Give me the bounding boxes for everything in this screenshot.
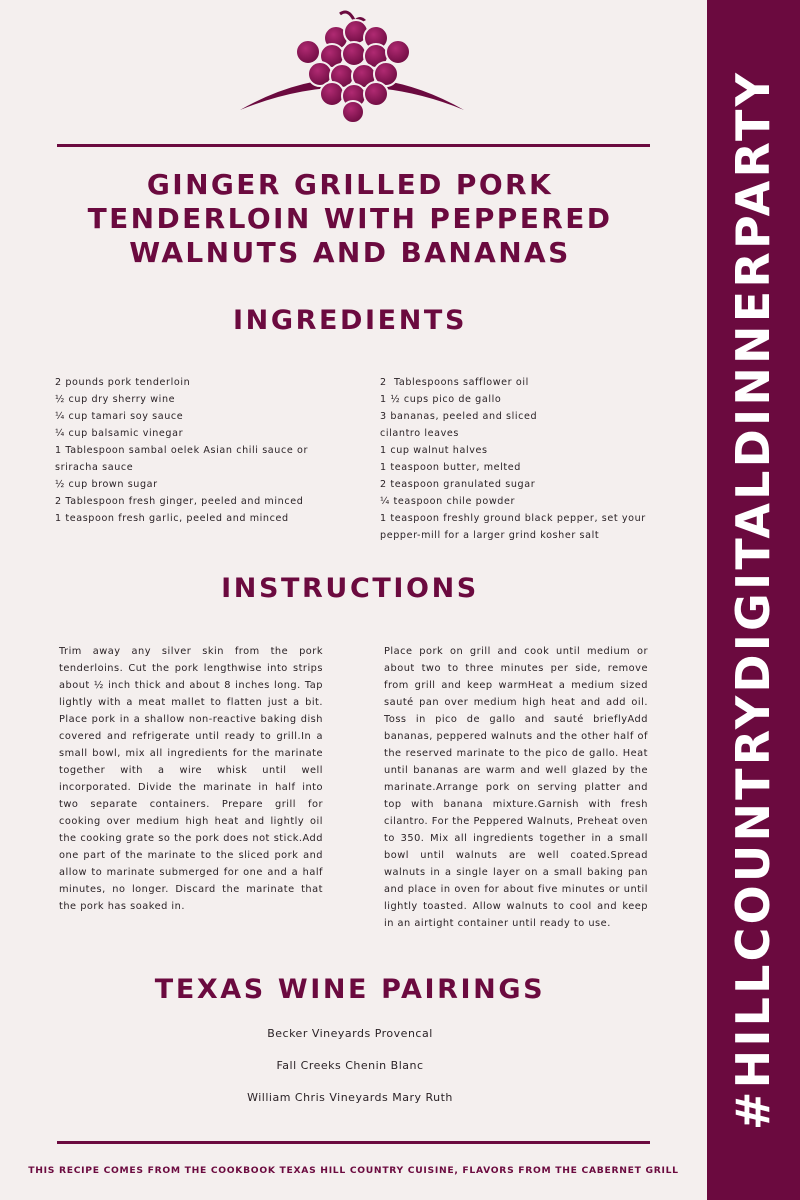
ingredient-item: ¼ cup tamari soy sauce <box>55 411 184 422</box>
ingredient-item: ½ cup dry sherry wine <box>55 394 176 405</box>
ingredient-item: 2 pounds pork tenderloin <box>55 377 191 388</box>
hashtag-text: #HILLCOUNTRYDIGITALDINNERPARTY <box>726 69 780 1131</box>
top-divider <box>57 144 650 147</box>
ingredient-item: 2 Tablespoons safflower oil <box>380 377 529 388</box>
ingredients-list-right <box>380 374 652 544</box>
ingredient-item: 1 ½ cups pico de gallo <box>380 394 502 405</box>
ingredient-item: ¼ teaspoon chile powder <box>380 496 516 507</box>
instructions-text-left: Trim away any silver skin from the pork tenderloins. Cut the pork lengthwise into strips about ½ inch thick and about 8 inches long. Tap lightly with a meat mallet to flatten just a bit. Place pork in a shallow non-reactive baking dish covered and refrigerate until ready to grill.In a small bowl, mix all ingredients for the marinate together with a wire whisk until well incorporated. Divide the marinate in half into two separate containers. Prepare grill for cooking over medium high heat and lightly oil the cooking grate so the pork does not stick.Add one part of the marinate to the sliced pork and allow to marinate submerged for one and a half minutes, no longer. Discard the marinate that the pork has soaked in. <box>59 646 323 912</box>
ingredient-item: 2 teaspoon granulated sugar <box>380 479 536 490</box>
wine-pairings-list <box>60 1024 640 1120</box>
recipe-title: GINGER GRILLED PORK TENDERLOIN WITH PEPPERED WALNUTS AND BANANAS <box>87 168 613 269</box>
bottom-divider <box>57 1141 650 1144</box>
wine-pairing-item: Becker Vineyards Provencal <box>267 1027 433 1040</box>
ingredient-item: 2 Tablespoon fresh ginger, peeled and minced <box>55 496 304 507</box>
ingredient-item: 3 bananas, peeled and sliced <box>380 411 538 422</box>
grape-cluster-icon <box>236 6 468 124</box>
ingredients-heading: INGREDIENTS <box>232 305 467 336</box>
wine-pairing-item: William Chris Vineyards Mary Ruth <box>247 1091 453 1104</box>
wine-pairings-heading: TEXAS WINE PAIRINGS <box>154 974 546 1005</box>
instructions-text-right: Place pork on grill and cook until medium or about two to three minutes per side, remove from grill and keep warmHeat a medium sized sauté pan over medium high heat and add oil. Toss in pico de gallo and sauté brieflyAdd bananas, peppered walnuts and the other half of the reserved marinate to the pico de gallo. Heat until bananas are warm and well glazed by the marinate.Arrange pork on serving platter and top with banana mixture.Garnish with fresh cilantro. For the Peppered Walnuts, Preheat oven to 350. Mix all ingredients together in a small bowl until walnuts are well coated.Spread walnuts in a single layer on a small baking pan and place in oven for about five minutes or until lightly toasted. Allow walnuts to cool and keep in an airtight container until ready to use. <box>384 646 648 929</box>
ingredient-item: ¼ cup balsamic vinegar <box>55 428 184 439</box>
ingredient-item: ½ cup brown sugar <box>55 479 158 490</box>
ingredient-item: 1 teaspoon freshly ground black pepper, set your pepper-mill for a larger grind kosher salt <box>380 513 646 541</box>
ingredient-item: cilantro leaves <box>380 428 460 439</box>
ingredient-item: 1 cup walnut halves <box>380 445 488 456</box>
instructions-heading: INSTRUCTIONS <box>221 573 479 604</box>
ingredients-list-left <box>55 374 327 527</box>
wine-pairing-item: Fall Creeks Chenin Blanc <box>276 1059 424 1072</box>
ingredient-item: 1 Tablespoon sambal oelek Asian chili sauce or sriracha sauce <box>55 445 309 473</box>
recipe-source-footer: THIS RECIPE COMES FROM THE COOKBOOK TEXAS HILL COUNTRY CUISINE, FLAVORS FROM THE CABERNET GRILL <box>28 1165 679 1176</box>
ingredient-item: 1 teaspoon butter, melted <box>380 462 521 473</box>
ingredient-item: 1 teaspoon fresh garlic, peeled and minced <box>55 513 289 524</box>
